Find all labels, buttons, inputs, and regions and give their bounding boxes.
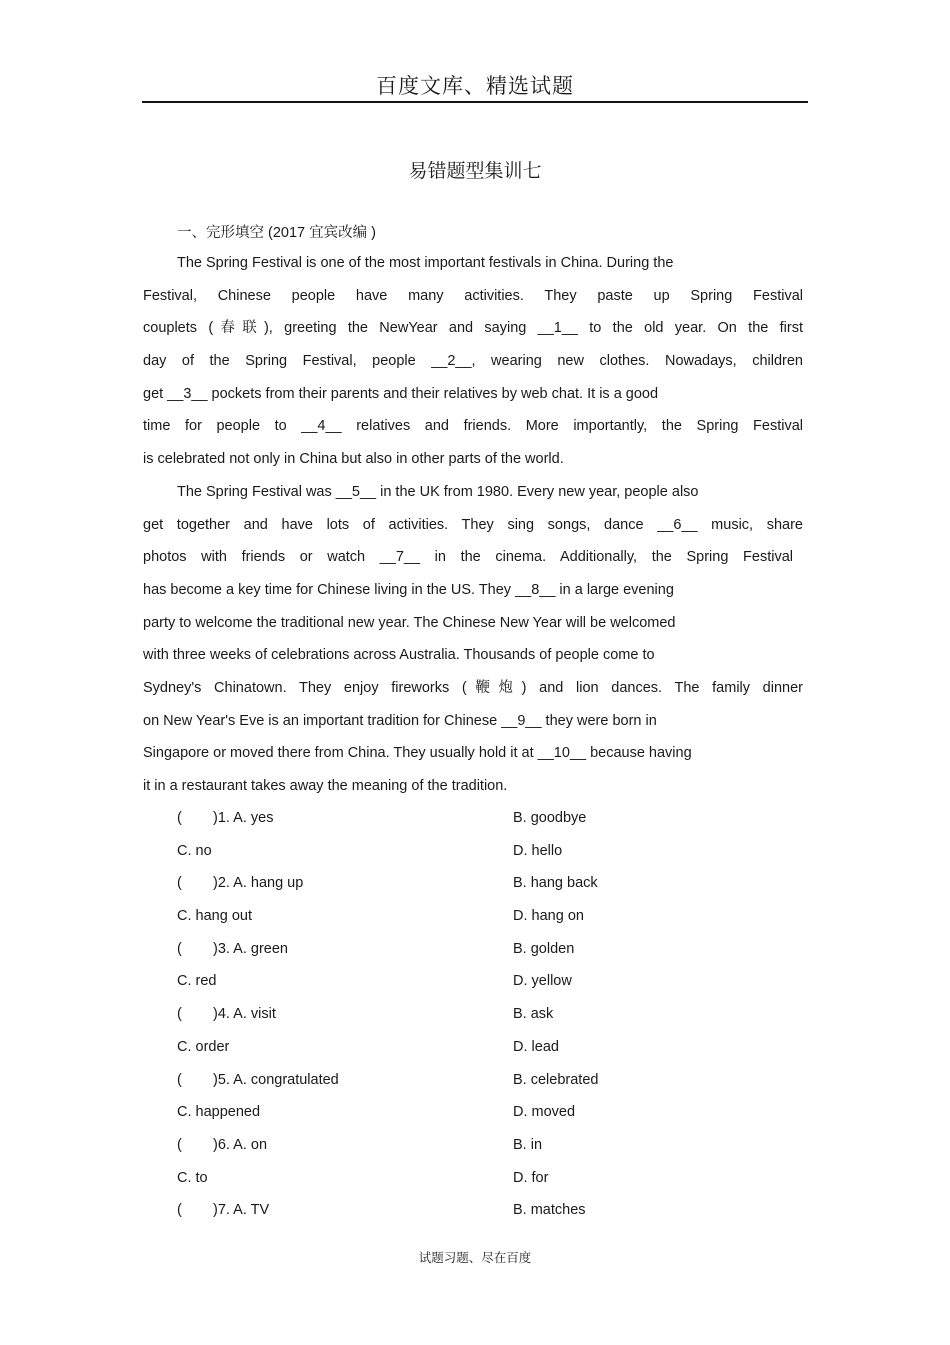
option-d: D. for	[513, 1169, 549, 1186]
option-text: )2. A. hang up	[213, 875, 304, 892]
option-b: B. hang back	[513, 875, 598, 892]
option-c: C. to	[177, 1169, 208, 1186]
question-row	[177, 1194, 777, 1227]
option-a	[177, 1194, 269, 1227]
option-b: B. celebrated	[513, 1071, 599, 1088]
passage-line: on New Year's Eve is an important tradition for Chinese __9__ they were born in	[143, 712, 657, 729]
option-b: B. ask	[513, 1006, 554, 1023]
option-c: C. happened	[177, 1104, 261, 1121]
passage-line: The Spring Festival was __5__ in the UK from 1980. Every new year, people also	[177, 483, 699, 500]
passage-line: day of the Spring Festival, people __2__, wearing new clothes. Nowadays, children	[143, 353, 803, 370]
question-list	[177, 802, 777, 1227]
passage-line: has become a key time for Chinese living in the US. They __8__ in a large evening	[143, 581, 674, 598]
footer-text: 试题习题、尽在百度	[418, 1250, 532, 1265]
passage-line: with three weeks of celebrations across Australia. Thousands of people come to	[143, 647, 655, 664]
option-c: C. no	[177, 842, 212, 859]
answer-paren: (	[177, 940, 182, 957]
document-title: 易错题型集训七	[408, 160, 542, 182]
passage-line: The Spring Festival is one of the most important festivals in China. During the	[177, 255, 674, 271]
cloze-passage	[143, 247, 803, 803]
option-c: C. red	[177, 973, 217, 990]
option-a	[177, 998, 276, 1031]
option-b: B. matches	[513, 1202, 586, 1219]
header-title: 百度文库、精选试题	[376, 74, 574, 98]
option-d: D. yellow	[513, 973, 572, 990]
answer-paren: (	[177, 1202, 182, 1219]
question-row	[177, 867, 777, 900]
question-row	[177, 1096, 777, 1129]
option-d: D. moved	[513, 1104, 576, 1121]
header-divider	[142, 101, 808, 103]
option-a	[177, 1064, 339, 1097]
question-row	[177, 933, 777, 966]
option-d: D. hang on	[513, 908, 584, 925]
question-row	[177, 835, 777, 868]
option-a	[177, 1129, 267, 1162]
answer-paren: (	[177, 875, 182, 892]
question-row	[177, 1129, 777, 1162]
question-row	[177, 1064, 777, 1097]
passage-line: party to welcome the traditional new year. The Chinese New Year will be welcomed	[143, 614, 676, 631]
passage-line: it in a restaurant takes away the meaning of the tradition.	[143, 778, 508, 794]
answer-paren: (	[177, 810, 182, 826]
passage-line: is celebrated not only in China but also in other parts of the world.	[143, 451, 564, 468]
question-row	[177, 802, 777, 835]
answer-paren: (	[177, 1006, 182, 1023]
answer-paren: (	[177, 1136, 182, 1153]
question-row	[177, 1031, 777, 1064]
question-row	[177, 998, 777, 1031]
passage-line: couplets (春联), greeting the NewYear and saying __1__ to the old year. On the first	[143, 320, 803, 337]
question-row	[177, 1162, 777, 1195]
option-text: )7. A. TV	[213, 1202, 270, 1219]
passage-line: Sydney's Chinatown. They enjoy fireworks (鞭炮) and lion dances. The family dinner	[143, 679, 803, 696]
option-a	[177, 802, 273, 835]
option-text: )3. A. green	[213, 940, 288, 957]
passage-line: time for people to __4__ relatives and friends. More importantly, the Spring Festival	[143, 418, 803, 435]
option-text: )5. A. congratulated	[213, 1071, 339, 1088]
option-c: C. order	[177, 1038, 230, 1055]
option-text: )6. A. on	[213, 1136, 268, 1153]
option-d: D. lead	[513, 1038, 559, 1055]
passage-line: photos with friends or watch __7__ in the cinema. Additionally, the Spring Festival	[143, 549, 793, 566]
passage-line: Singapore or moved there from China. They usually hold it at __10__ because having	[143, 745, 692, 762]
answer-paren: (	[177, 1071, 182, 1088]
option-text: )1. A. yes	[213, 810, 274, 826]
question-row	[177, 900, 777, 933]
passage-line: Festival, Chinese people have many activities. They paste up Spring Festival	[143, 287, 803, 304]
option-d: D. hello	[513, 842, 563, 859]
option-b: B. in	[513, 1136, 543, 1153]
option-b: B. golden	[513, 940, 575, 957]
option-b: B. goodbye	[513, 810, 587, 826]
question-row	[177, 965, 777, 998]
option-text: )4. A. visit	[213, 1006, 276, 1023]
section-heading: 一、完形填空 (2017 宜宾改编 )	[177, 225, 376, 241]
option-c: C. hang out	[177, 908, 252, 925]
option-a	[177, 933, 288, 966]
passage-line: get together and have lots of activities. They sing songs, dance __6__ music, share	[143, 516, 803, 533]
passage-line: get __3__ pockets from their parents and their relatives by web chat. It is a good	[143, 385, 659, 402]
option-a	[177, 867, 303, 900]
